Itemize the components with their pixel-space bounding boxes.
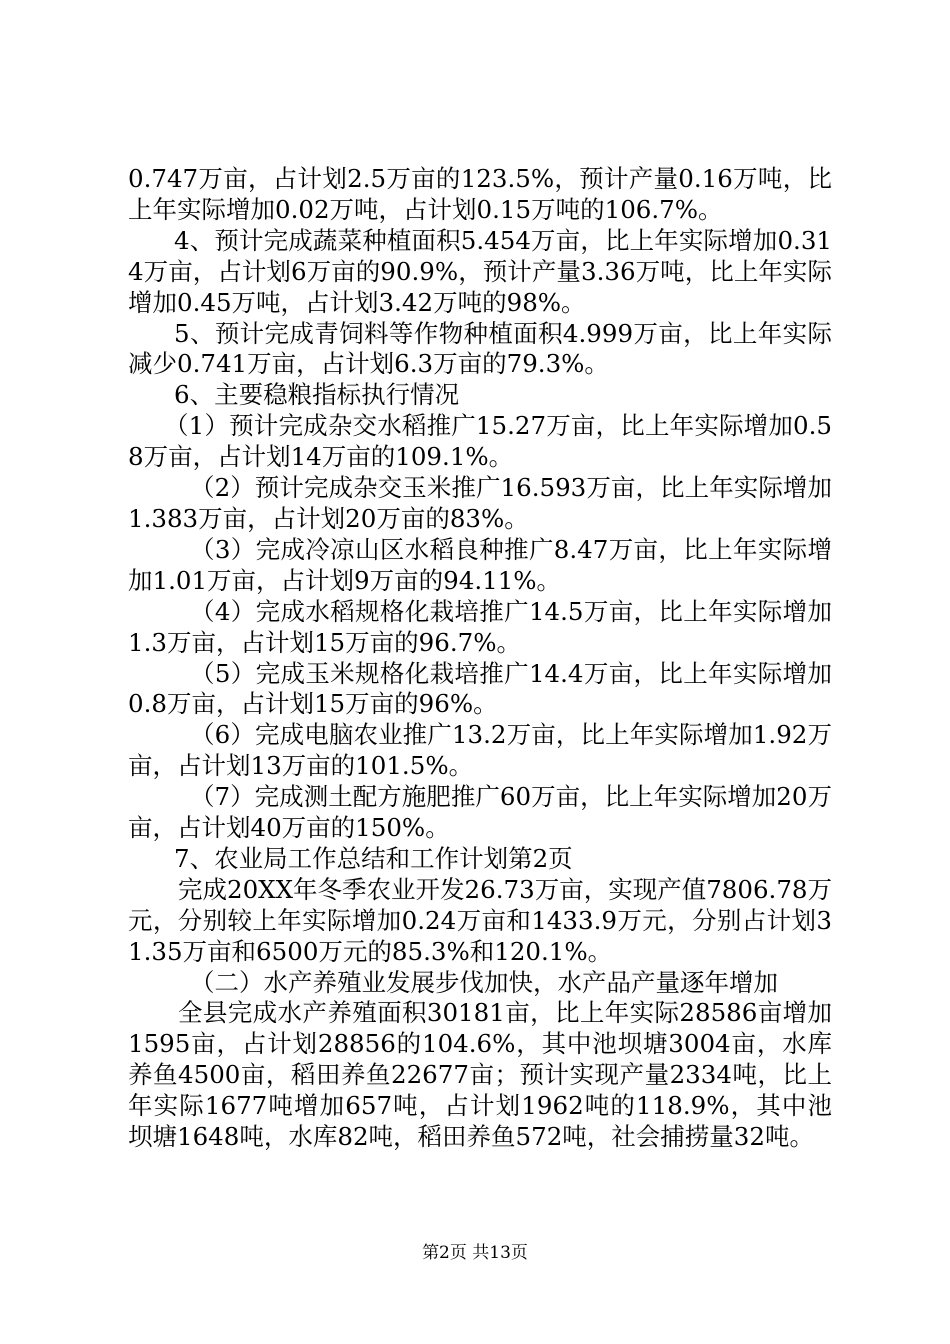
paragraph-vegetables: 4、预计完成蔬菜种植面积5.454万亩，比上年实际增加0.314万亩，占计划6万亩的90.9%，预计产量3.36万吨，比上年实际增加0.45万吨，占计划3.42万吨的98%。	[128, 225, 832, 317]
paragraph-item-7: （7）完成测土配方施肥推广60万亩，比上年实际增加20万亩，占计划40万亩的150%。	[128, 782, 832, 843]
paragraph-aquaculture-heading: （二）水产养殖业发展步伐加快，水产品产量逐年增加	[190, 967, 778, 997]
paragraph-green-fodder: 5、预计完成青饲料等作物种植面积4.999万亩，比上年实际减少0.741万亩，占计划6.3万亩的79.3%。	[128, 318, 832, 379]
paragraph-item-5: （5）完成玉米规格化栽培推广14.4万亩，比上年实际增加0.8万亩，占计划15万亩的96%。	[128, 658, 832, 719]
paragraph-item-6: （6）完成电脑农业推广13.2万亩，比上年实际增加1.92万亩，占计划13万亩的101.5%。	[128, 720, 832, 781]
page-footer: 第2页 共13页	[422, 1243, 528, 1263]
paragraph-section-7: 7、农业局工作总结和工作计划第2页	[174, 843, 573, 873]
paragraph-item-4: （4）完成水稻规格化栽培推广14.5万亩，比上年实际增加1.3万亩，占计划15万亩的96.7%。	[128, 596, 832, 657]
paragraph-winter-agriculture: 完成20XX年冬季农业开发26.73万亩，实现产值7806.78万元，分别较上年实际增加0.24万亩和1433.9万元，分别占计划31.35万亩和6500万元的85.3%和120.1%。	[128, 874, 833, 966]
paragraph-aquaculture-detail: 全县完成水产养殖面积30181亩，比上年实际28586亩增加1595亩，占计划28856的104.6%，其中池坝塘3004亩，水库养鱼4500亩，稻田养鱼22677亩；预计实现产量2334吨，比上年实际1677吨增加657吨，占计划1962吨的118.9%，其中池坝塘1648吨，水库82吨，稻田养鱼572吨，社会捕捞量32吨。	[128, 998, 832, 1152]
paragraph-grain-heading: 6、主要稳粮指标执行情况	[174, 380, 460, 410]
paragraph-item-1: （1）预计完成杂交水稻推广15.27万亩，比上年实际增加0.58万亩，占计划14万亩的109.1%。	[128, 411, 832, 472]
paragraph-item-2: （2）预计完成杂交玉米推广16.593万亩，比上年实际增加1.383万亩，占计划20万亩的83%。	[128, 473, 832, 533]
paragraph-item-3: （3）完成冷凉山区水稻良种推广8.47万亩，比上年实际增加1.01万亩，占计划9万亩的94.11%。	[128, 534, 832, 595]
paragraph-continuation: 0.747万亩，占计划2.5万亩的123.5%，预计产量0.16万吨，比上年实际增加0.02万吨，占计划0.15万吨的106.7%。	[128, 164, 832, 224]
document-body	[128, 164, 832, 1153]
